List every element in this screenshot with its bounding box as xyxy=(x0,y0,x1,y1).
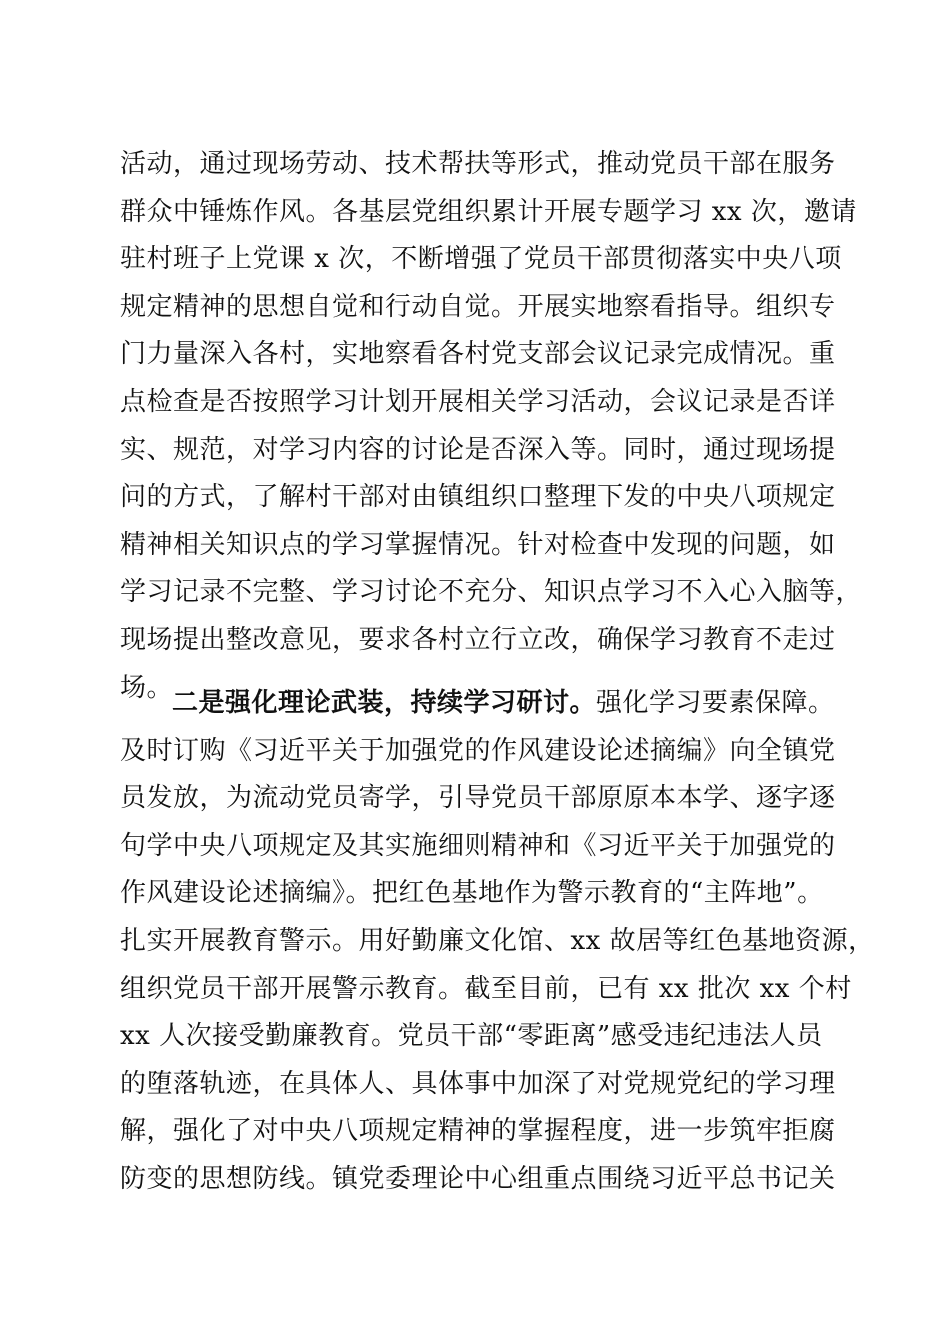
paragraph-2-line: 解，强化了对中央八项规定精神的掌握程度，进一步筑牢拒腐 xyxy=(120,1116,836,1147)
paragraph-1-line: 群众中锤炼作风。各基层党组织累计开展专题学习 xx 次，邀请 xyxy=(120,196,857,227)
paragraph-1-line: 活动，通过现场劳动、技术帮扶等形式，推动党员干部在服务 xyxy=(120,149,836,179)
paragraph-1-line: 问的方式，了解村干部对由镇组织口整理下发的中央八项规定 xyxy=(120,482,836,513)
paragraph-1 xyxy=(120,141,863,712)
paragraph-1-line: 门力量深入各村，实地察看各村党支部会议记录完成情况。重 xyxy=(120,339,836,370)
paragraph-1-line: 精神相关知识点的学习掌握情况。针对检查中发现的问题，如 xyxy=(120,529,836,560)
paragraph-1-line: 驻村班子上党课 x 次，不断增强了党员干部贯彻落实中央八项 xyxy=(120,244,842,275)
paragraph-2-line: xx 人次接受勤廉教育。党员干部“零距离”感受违纪违法人员 xyxy=(120,1021,823,1052)
paragraph-2-first-line-rest: 强化学习要素保障。 xyxy=(596,688,835,718)
paragraph-1-line: 现场提出整改意见，要求各村立行立改，确保学习教育不走过 xyxy=(120,624,836,655)
paragraph-1-line: 实、规范，对学习内容的讨论是否深入等。同时，通过现场提 xyxy=(120,434,836,465)
paragraph-2-line: 员发放，为流动党员寄学，引导党员干部原原本本学、逐字逐 xyxy=(120,783,836,814)
paragraph-2-line: 防变的思想防线。镇党委理论中心组重点围绕习近平总书记关 xyxy=(120,1163,836,1194)
paragraph-2-first-line xyxy=(120,680,835,728)
paragraph-1-line: 点检查是否按照学习计划开展相关学习活动，会议记录是否详 xyxy=(120,386,836,417)
paragraph-2 xyxy=(120,680,875,1204)
paragraph-2-line: 作风建设论述摘编》。把红色基地作为警示教育的“主阵地”。 xyxy=(120,878,824,909)
paragraph-1-line: 学习记录不完整、学习讨论不充分、知识点学习不入心入脑等， xyxy=(120,577,863,608)
paragraph-2-line: 扎实开展教育警示。用好勤廉文化馆、xx 故居等红色基地资源， xyxy=(120,925,875,956)
paragraph-2-line: 的堕落轨迹，在具体人、具体事中加深了对党规党纪的学习理 xyxy=(120,1068,836,1099)
paragraph-2-heading: 二是强化理论武装，持续学习研讨。 xyxy=(172,688,597,718)
paragraph-2-line: 组织党员干部开展警示教育。截至目前，已有 xx 批次 xx 个村 xyxy=(120,973,852,1004)
paragraph-1-line: 规定精神的思想自觉和行动自觉。开展实地察看指导。组织专 xyxy=(120,291,836,322)
paragraph-2-line: 及时订购《习近平关于加强党的作风建设论述摘编》向全镇党 xyxy=(120,735,836,766)
paragraph-1-line: 场。 xyxy=(120,672,174,703)
paragraph-2-line: 句学中央八项规定及其实施细则精神和《习近平关于加强党的 xyxy=(120,830,836,861)
